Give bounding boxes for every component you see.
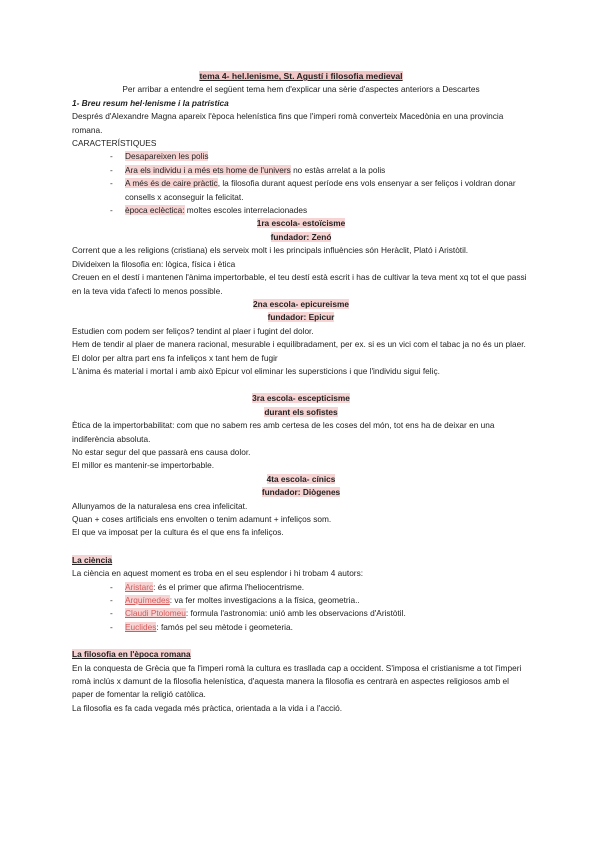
school2-name-line [72,298,530,311]
paragraph-line: La filosofia es fa cada vegada més pràctica, orientada a la vida i a l'acció. [72,702,343,713]
list-item [110,581,530,594]
author-link[interactable]: Arquímedes [125,595,170,606]
paragraph-line: L'ànima és material i mortal i amb això Epicur vol eliminar les supersticions i que l'individu sigui feliç. [72,365,440,376]
list-item [110,594,530,607]
document-page [72,70,530,715]
school4-founder-line [72,486,530,499]
item-text: no estàs arrelat a la polis [290,164,386,175]
science-text: La ciència en aquest moment es troba en el seu esplendor i hi trobam 4 autors: [72,568,364,579]
school4-founder: fundador: Diògenes [261,487,341,498]
author-link[interactable]: Euclides [125,621,157,632]
paragraph-line: El que va imposat per la cultura és el que ens fa infeliços. [72,527,284,538]
title-line [72,70,530,83]
school4-name-line [72,473,530,486]
school1-founder-line [72,231,530,244]
highlight-text: època eclèctica: [125,205,185,216]
list-item [110,204,530,217]
paragraph-line: Corrent que a les religions (cristiana) els serveix molt i les principals influències són Heràclit, Plató i Aristòtil. [72,245,469,256]
item-text: , la filosofia durant aquest període ens vols ensenyar a ser feliços i voldran donar consells x aconseguir la felicitat. [125,178,516,202]
section1-heading: 1- Breu resum hel·lenisme i la patrística [72,97,229,108]
roman-heading-line [72,648,530,661]
school3-name: 3ra escola- escepticisme [252,393,350,404]
paragraph-line: No estar segur del que passarà ens causa dolor. [72,446,251,457]
paragraph-line: Quan + coses artificials ens envolten o tenim adamunt + infeliços som. [72,514,332,524]
paragraph-line: En la conquesta de Grècia que fa l'imperi romà la cultura es trasllada cap a occident. S'imposa el cristianisme a tot l'imperi romà inclús x damunt de la filosofia helenística, d'aquesta manera la filosofia es centrarà en aspectes religiosos amb el paper de fomentar la religió catòlica. [72,662,522,700]
paragraph-line: El millor es mantenir-se impertorbable. [72,460,215,471]
school2-founder-line [72,311,530,324]
school3-name-line [72,392,530,405]
roman-heading: La filosofia en l'època romana [72,649,191,660]
document-title: tema 4- hel.lenisme, St. Agustí i filosofia medieval [199,71,403,81]
paragraph-line: Estudien com podem ser feliços? tendint al plaer i fugint del dolor. [72,325,314,336]
school1-name-line [72,217,530,230]
paragraph-line: El dolor per altra part ens fa infeliços x tant hem de fugir [72,352,278,363]
science-heading-line [72,554,530,567]
author-link[interactable]: Aristarc [125,581,154,592]
item-text: moltes escoles interrelacionades [184,205,308,216]
intro-text: Per arribar a entendre el següent tema hem d'explicar una sèrie d'aspectes anteriors a Descartes [122,84,480,95]
list-item [110,150,530,163]
highlight-text: A més és de caire pràctic [125,178,218,189]
paragraph-line: Allunyamos de la naturalesa ens crea infelicitat. [72,500,248,511]
paragraph-line: Ètica de la impertorbabilitat: com que no sabem res amb certesa de les coses del món, tot ens ha de deixar en una indiferència absoluta. [72,420,495,444]
characteristics-list [72,150,530,217]
author-link[interactable]: Claudi Ptolomeu [125,608,186,619]
school1-name: 1ra escola- estoïcisme [256,218,346,229]
authors-list [72,581,530,635]
highlight-text: Ara els individu i a més ets home de l'univers [125,164,291,175]
item-text: : formula l'astronomia: unió amb les observacions d'Aristòtil. [185,608,406,619]
school3-founder-line [72,406,530,419]
list-item [110,621,530,634]
paragraph-line: Creuen en el destí i mantenen l'ànima impertorbable, el teu destí està escrit i has de cultivar la teva ment xq tot el que passi en la teva vida t'afecti lo menos possible. [72,272,527,296]
list-item [110,607,530,620]
characteristics-heading: CARACTERÍSTIQUES [72,138,157,149]
school2-name: 2na escola- epicureisme [253,298,349,309]
school1-founder: fundador: Zenó [270,231,332,242]
science-heading: La ciència [72,554,113,565]
item-text: : és el primer que afirma l'heliocentrisme. [153,581,305,592]
highlight-text: Desapareixen les polis [125,151,209,162]
item-text: : famós pel seu mètode i geometeria. [156,621,293,632]
paragraph-line: Divideixen la filosofia en: lògica, física i ètica [72,258,236,269]
item-text: : va fer moltes investigacions a la física, geometria.. [169,595,360,606]
section1-text: Després d'Alexandre Magna apareix l'època helenística fins que l'imperi romà converteix Macedònia en una provincia romana. [72,111,504,135]
paragraph-line: Hem de tendir al plaer de manera racional, mesurable i equilibradament, per ex. si es un vici com el tabac ja no és un plaer. [72,339,526,350]
school2-founder: fundador: Epicur [267,312,335,323]
list-item [110,164,530,177]
school3-founder: durant els sofistes [264,406,338,417]
list-item [110,177,530,204]
school4-name: 4ta escola- cínics [266,473,336,484]
